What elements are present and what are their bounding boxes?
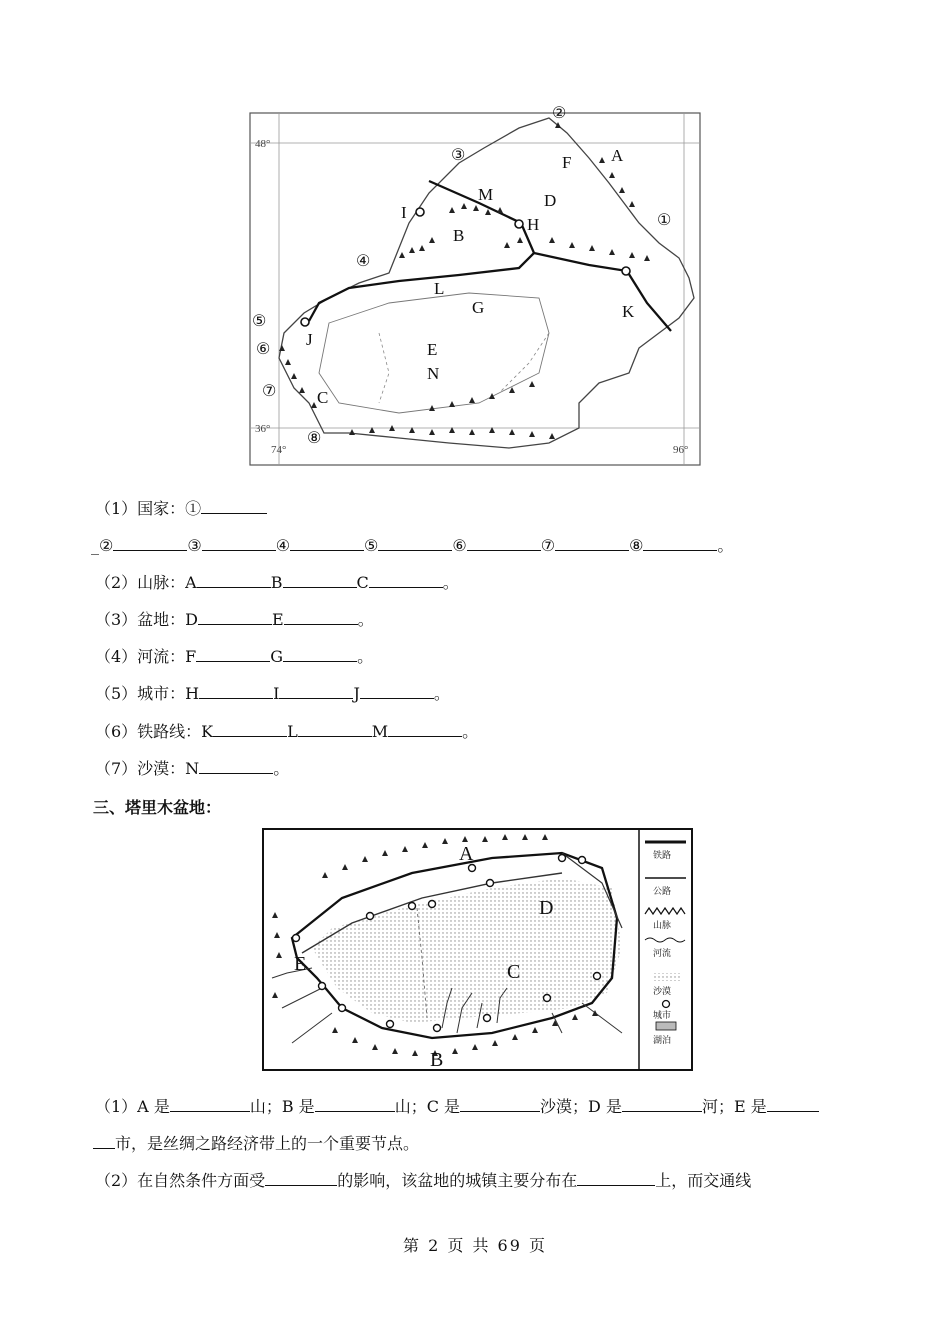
legend-railway: 铁路 <box>653 850 672 860</box>
map2-label-B: B <box>430 1049 444 1071</box>
legend-desert: 沙漠 <box>653 986 672 996</box>
map1-label-E: E <box>427 340 438 359</box>
map2-label-E: E <box>294 953 307 975</box>
map1-label-4: ④ <box>356 253 371 270</box>
legend-river: 河流 <box>653 948 672 958</box>
xinjiang-map <box>249 103 701 466</box>
map1-label-M: M <box>478 185 494 204</box>
map1-label-J: J <box>306 330 313 349</box>
lat-36-label: 36° <box>255 423 271 435</box>
map1-label-H: H <box>527 215 540 234</box>
map1-label-2: ② <box>552 105 567 122</box>
map1-label-G: G <box>472 298 485 317</box>
p2-line: （2）在自然条件方面受 的影响，该盆地的城镇主要分布在 上，而交通线 <box>95 1171 752 1190</box>
q1-line-2: _② ③ ④ ⑤ ⑥ ⑦ ⑧ 。 <box>91 536 734 555</box>
map1-label-7: ⑦ <box>262 383 277 400</box>
blank-1 <box>201 497 267 514</box>
q7-line: （7）沙漠：N 。 <box>95 759 290 778</box>
section-heading: 三、塔里木盆地： <box>93 798 222 817</box>
map1-label-5: ⑤ <box>252 313 267 330</box>
map1-label-6: ⑥ <box>256 341 271 358</box>
q2-line: （2）山脉：A B C 。 <box>95 573 459 592</box>
lat-48-label: 48° <box>255 138 271 150</box>
legend-mountain: 山脉 <box>653 920 672 930</box>
map1-label-C: C <box>317 388 329 407</box>
lon-74-label: 74° <box>271 444 287 456</box>
map1-label-D: D <box>544 191 557 210</box>
map2-label-A: A <box>459 843 474 865</box>
legend-road: 公路 <box>653 886 672 896</box>
legend-lake: 湖泊 <box>653 1035 672 1045</box>
q1-line-1: （1）国家：① <box>95 497 267 520</box>
map1-label-3: ③ <box>451 147 466 164</box>
map1-label-A: A <box>611 146 624 165</box>
page-footer: 第 2 页 共 69 页 <box>403 1236 547 1255</box>
p1-line-2: 市，是丝绸之路经济带上的一个重要节点。 <box>93 1132 419 1155</box>
map1-label-I: I <box>401 203 407 222</box>
q4-line: （4）河流：F G 。 <box>95 647 374 666</box>
map1-label-N: N <box>427 364 440 383</box>
q3-line: （3）盆地：D E 。 <box>95 610 374 629</box>
lon-96-label: 96° <box>673 444 689 456</box>
map1-label-1: ① <box>657 212 672 229</box>
map1-label-8: ⑧ <box>307 430 322 447</box>
map1-label-K: K <box>622 302 635 321</box>
q5-line: （5）城市：H I J 。 <box>95 684 450 703</box>
map1-label-F: F <box>562 153 572 172</box>
map1-label-B: B <box>453 226 465 245</box>
q6-line: （6）铁路线：K L M 。 <box>95 722 479 741</box>
map1-label-L: L <box>434 279 445 298</box>
map2-label-C: C <box>507 961 521 983</box>
tarim-basin-map <box>262 828 693 1071</box>
legend-city: 城市 <box>653 1010 672 1020</box>
p1-line-1: （1）A 是 山；B 是 山；C 是 沙漠；D 是 河；E 是 <box>95 1095 819 1118</box>
map2-label-D: D <box>539 897 554 919</box>
